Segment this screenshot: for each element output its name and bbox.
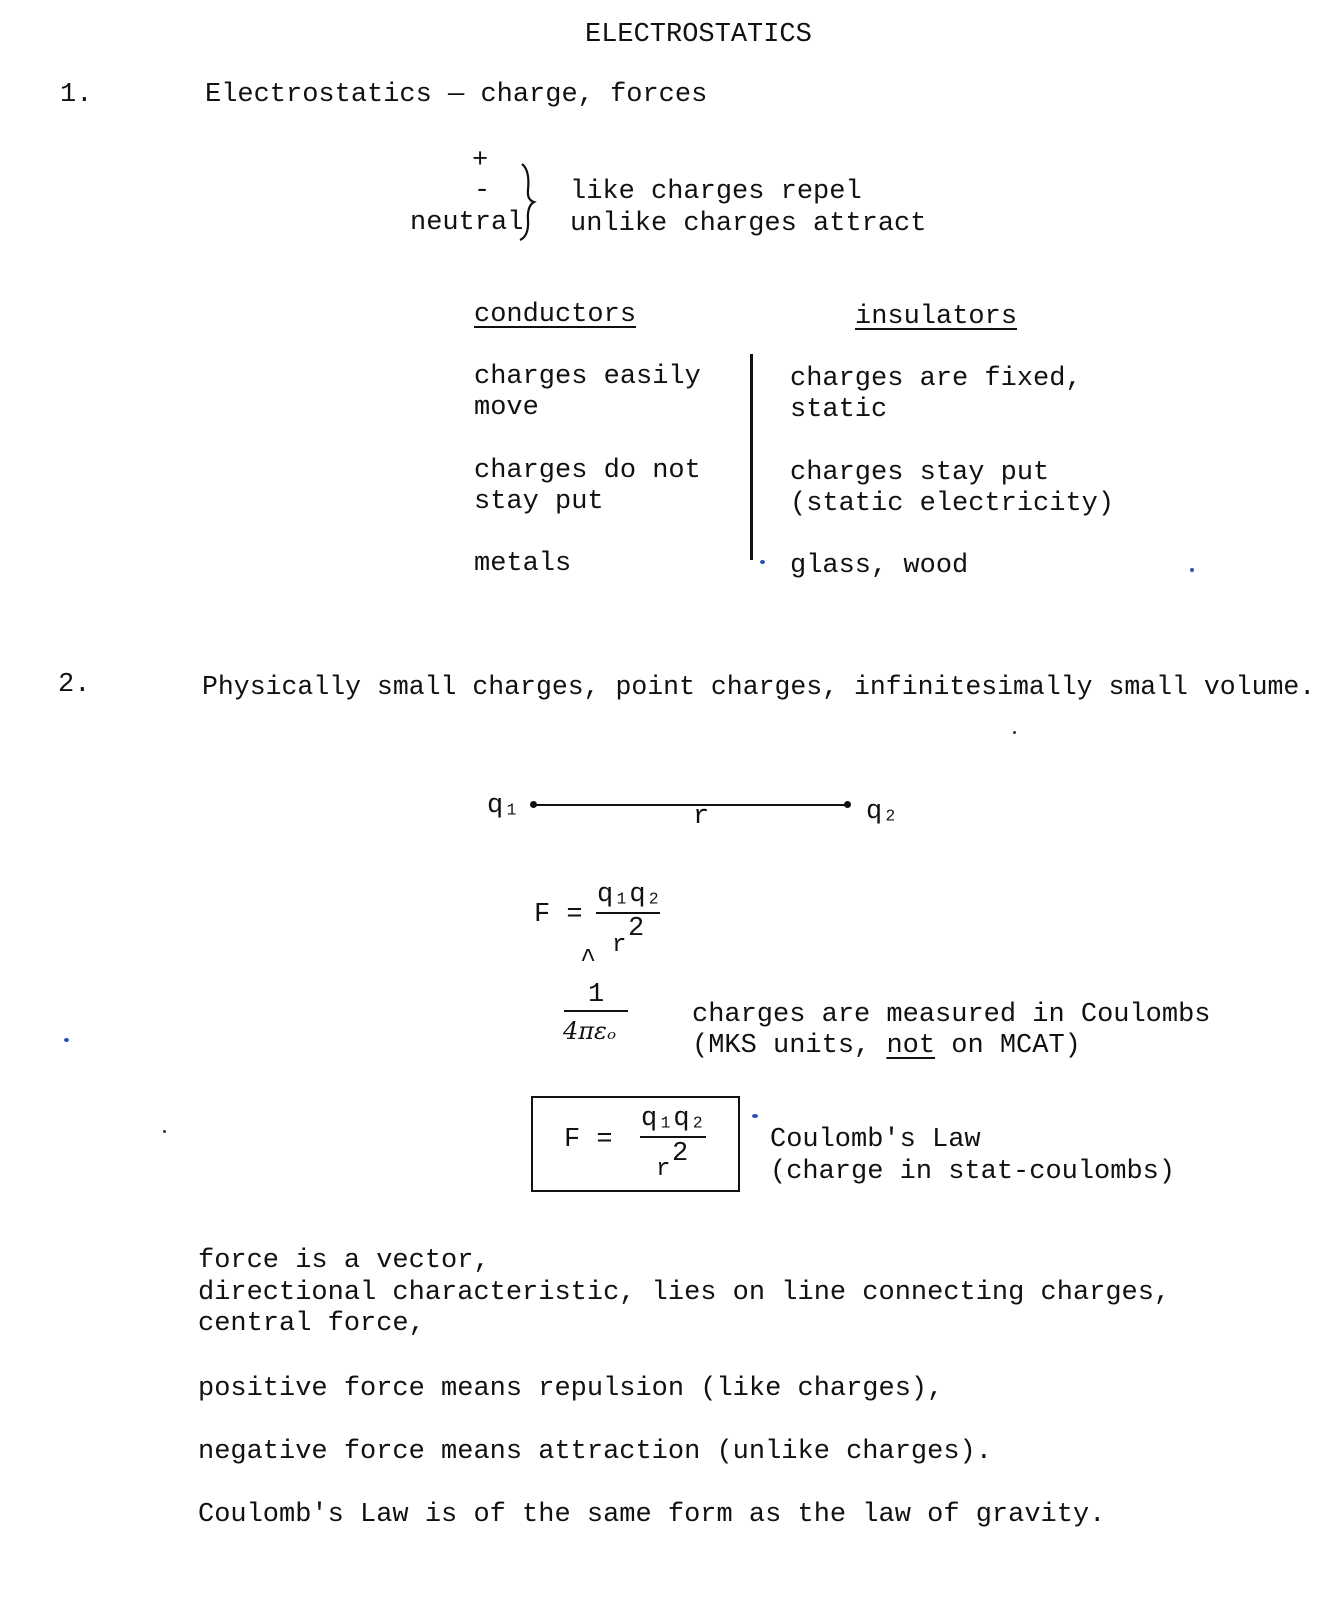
ink-speck	[163, 1130, 166, 1133]
minus-charge: -	[474, 176, 491, 206]
units-note-line-2: (MKS units, not on MCAT)	[692, 1031, 1081, 1061]
insulators-header: insulators	[855, 302, 1018, 332]
coulomb-lhs: F =	[564, 1125, 613, 1155]
rule-unlike-charges: unlike charges attract	[570, 209, 927, 239]
eq1-denominator-exponent: 2	[628, 914, 645, 944]
insulator-row-2a: charges stay put	[790, 458, 1050, 488]
ink-speck	[1013, 731, 1016, 734]
conductor-row-3: metals	[474, 549, 572, 579]
eq1-insertion-caret: ^	[580, 946, 597, 976]
neutral-charge: neutral	[410, 208, 524, 238]
note-negative-force: negative force means attraction (unlike charges).	[198, 1437, 992, 1467]
coulomb-denominator-exponent: 2	[672, 1139, 689, 1169]
rule-like-charges: like charges repel	[570, 177, 862, 207]
diagram-r-label: r	[693, 802, 710, 832]
section-2-number: 2.	[58, 670, 91, 700]
constant-fraction-bar	[564, 1010, 628, 1012]
units-note-line-1: charges are measured in Coulombs	[692, 1000, 1211, 1030]
coulomb-law-units: (charge in stat-coulombs)	[770, 1157, 1176, 1187]
conductor-row-1a: charges easily	[474, 362, 701, 392]
not-emphasis: not	[886, 1031, 936, 1061]
note-positive-force: positive force means repulsion (like charges),	[198, 1374, 944, 1404]
ink-speck	[752, 1114, 758, 1118]
page-title: ELECTROSTATICS	[585, 20, 812, 50]
coulomb-numerator: q₁q₂	[641, 1104, 706, 1134]
ink-speck	[1190, 568, 1194, 572]
brace-icon	[518, 160, 542, 242]
ink-speck	[760, 560, 765, 564]
note-gravity-analogy: Coulomb's Law is of the same form as the law of gravity.	[198, 1500, 1106, 1530]
insulator-row-1a: charges are fixed,	[790, 364, 1082, 394]
eq1-numerator: q₁q₂	[597, 880, 662, 910]
eq1-lhs: F =	[534, 900, 583, 930]
table-divider	[750, 354, 753, 560]
constant-numerator: 1	[588, 980, 605, 1010]
note-force-vector: force is a vector,	[198, 1246, 490, 1276]
plus-charge: +	[472, 146, 489, 176]
separation-line	[534, 804, 846, 806]
insulator-row-3: glass, wood	[790, 551, 969, 581]
charge-2-dot	[844, 801, 851, 808]
coulomb-fraction-bar	[640, 1136, 706, 1138]
conductors-header: conductors	[474, 300, 637, 330]
diagram-q2-label: q₂	[866, 797, 899, 827]
conductor-row-2a: charges do not	[474, 456, 701, 486]
ink-speck	[64, 1038, 69, 1042]
eq1-denominator-r: r	[612, 932, 627, 959]
constant-denominator: 4πεₒ	[563, 1017, 617, 1045]
insulator-row-1b: static	[790, 395, 888, 425]
conductor-row-2b: stay put	[474, 487, 604, 517]
coulomb-denominator-r: r	[656, 1156, 671, 1183]
note-central-force: central force,	[198, 1309, 425, 1339]
insulator-row-2b: (static electricity)	[790, 489, 1115, 519]
section-1-number: 1.	[60, 80, 93, 110]
coulomb-law-label: Coulomb's Law	[770, 1125, 981, 1155]
coulomb-law-box	[531, 1096, 740, 1192]
note-directional: directional characteristic, lies on line connecting charges,	[198, 1278, 1171, 1308]
section-2-heading: Physically small charges, point charges, infinitesimally small volume.	[202, 672, 1316, 702]
conductor-row-1b: move	[474, 393, 539, 423]
section-1-heading: Electrostatics — charge, forces	[205, 80, 708, 110]
diagram-q1-label: q₁	[487, 791, 520, 821]
